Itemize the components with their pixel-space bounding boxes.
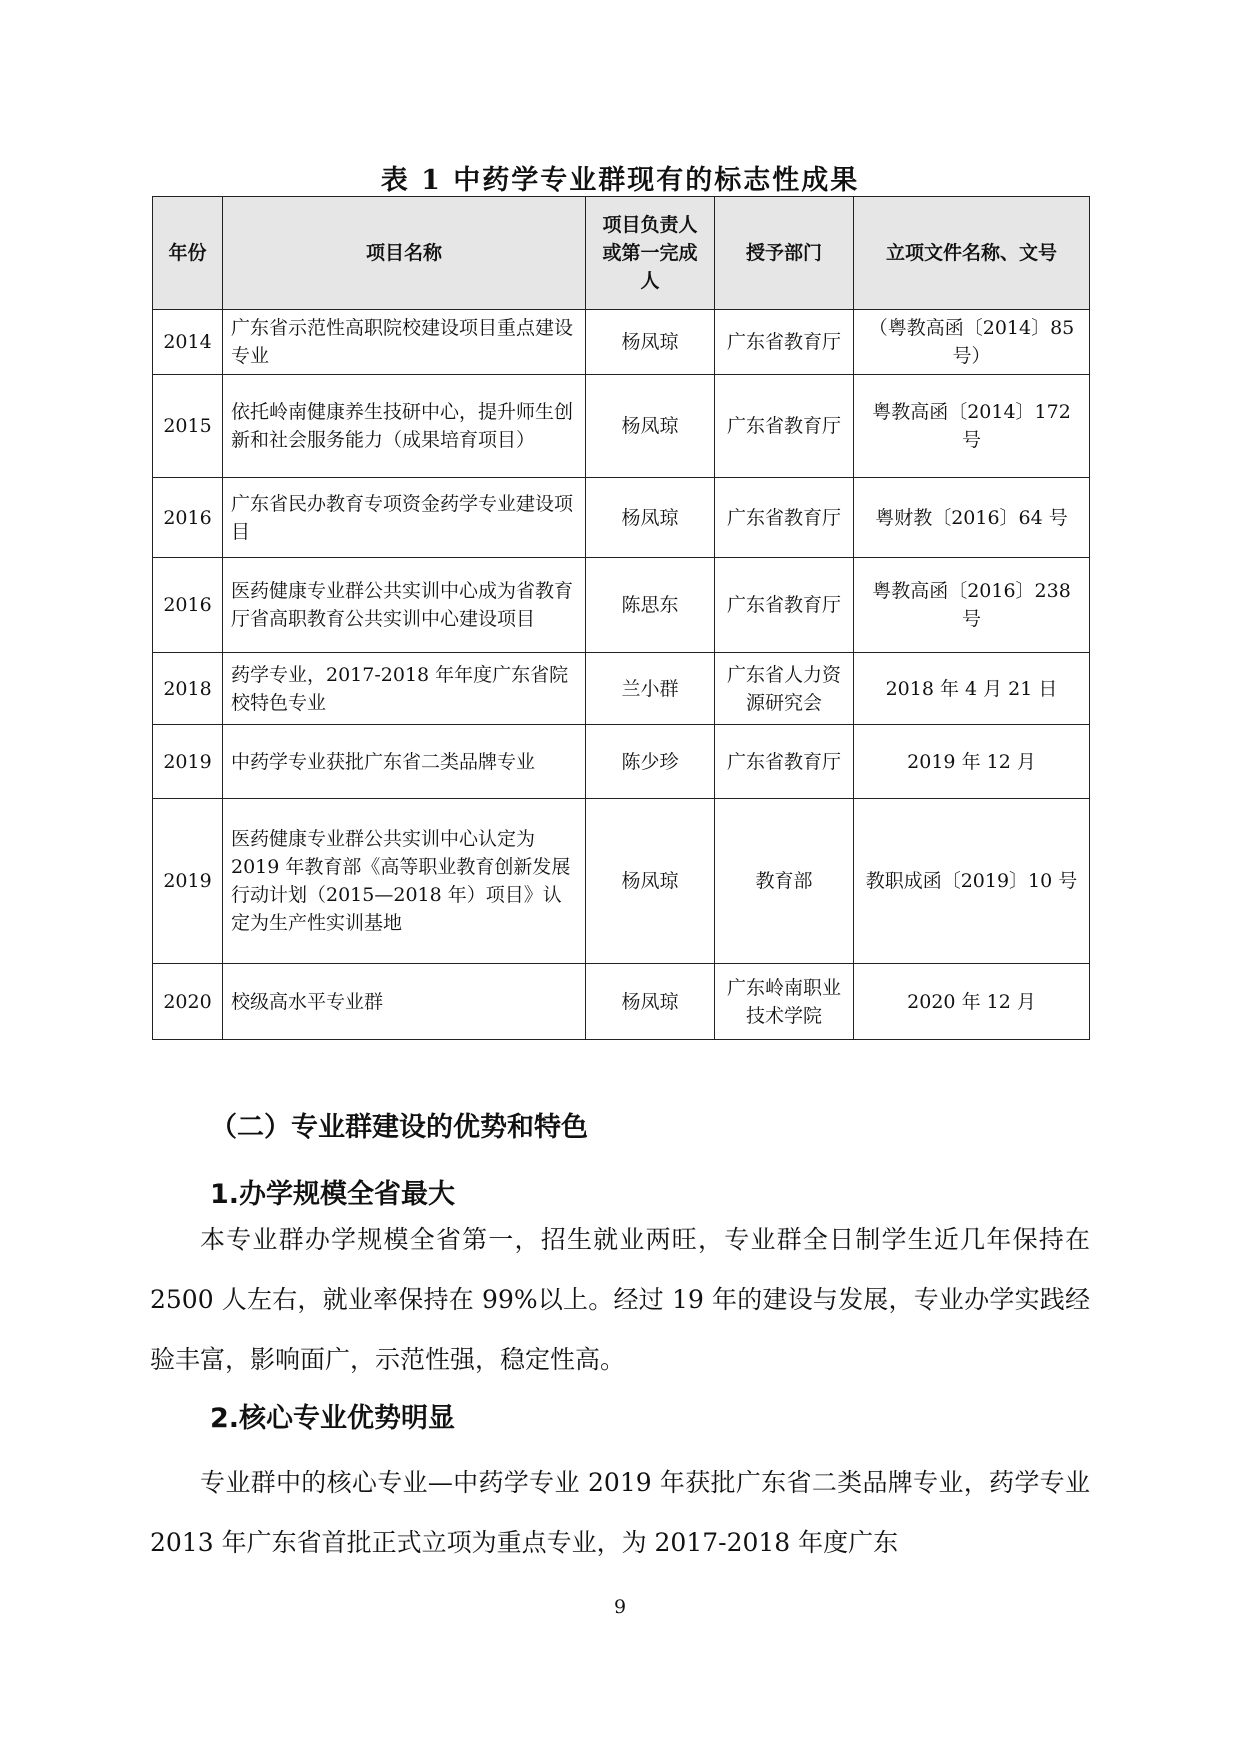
table-row xyxy=(153,799,1090,964)
header-department: 授予部门 xyxy=(715,197,854,310)
section-heading: （二）专业群建设的优势和特色 xyxy=(210,1112,588,1143)
cell-leader: 杨凤琼 xyxy=(586,375,715,478)
cell-project-name: 广东省民办教育专项资金药学专业建设项目 xyxy=(223,478,586,558)
achievements-table xyxy=(152,196,1090,1040)
header-document: 立项文件名称、文号 xyxy=(854,197,1090,310)
paragraph-2: 专业群中的核心专业—中药学专业 2019 年获批广东省二类品牌专业，药学专业 2013 年广东省首批正式立项为重点专业，为 2017-2018 年度广东 xyxy=(150,1468,1090,1557)
cell-leader: 杨凤琼 xyxy=(586,964,715,1040)
cell-document: （粤教高函〔2014〕85号） xyxy=(854,310,1090,375)
cell-project-name: 中药学专业获批广东省二类品牌专业 xyxy=(223,725,586,799)
cell-year: 2016 xyxy=(153,478,223,558)
cell-document: 2020 年 12 月 xyxy=(854,964,1090,1040)
cell-leader: 杨凤琼 xyxy=(586,799,715,964)
cell-year: 2015 xyxy=(153,375,223,478)
cell-project-name: 医药健康专业群公共实训中心认定为 2019 年教育部《高等职业教育创新发展行动计划（2015—2018 年）项目》认定为生产性实训基地 xyxy=(223,799,586,964)
cell-department: 广东省教育厅 xyxy=(715,558,854,653)
cell-year: 2016 xyxy=(153,558,223,653)
cell-document: 教职成函〔2019〕10 号 xyxy=(854,799,1090,964)
cell-year: 2019 xyxy=(153,725,223,799)
table-row xyxy=(153,653,1090,725)
subsection-heading-1: 1.办学规模全省最大 xyxy=(210,1179,456,1210)
cell-year: 2019 xyxy=(153,799,223,964)
header-leader: 项目负责人或第一完成人 xyxy=(586,197,715,310)
cell-year: 2020 xyxy=(153,964,223,1040)
cell-department: 广东省教育厅 xyxy=(715,310,854,375)
cell-document: 2018 年 4 月 21 日 xyxy=(854,653,1090,725)
cell-year: 2018 xyxy=(153,653,223,725)
page-number: 9 xyxy=(613,1596,627,1618)
cell-project-name: 药学专业，2017-2018 年年度广东省院校特色专业 xyxy=(223,653,586,725)
cell-department: 广东省教育厅 xyxy=(715,375,854,478)
cell-document: 粤教高函〔2014〕172 号 xyxy=(854,375,1090,478)
cell-leader: 陈少珍 xyxy=(586,725,715,799)
cell-document: 粤教高函〔2016〕238 号 xyxy=(854,558,1090,653)
cell-leader: 兰小群 xyxy=(586,653,715,725)
cell-department: 教育部 xyxy=(715,799,854,964)
table-row xyxy=(153,725,1090,799)
table-row xyxy=(153,310,1090,375)
cell-leader: 杨凤琼 xyxy=(586,478,715,558)
cell-document: 2019 年 12 月 xyxy=(854,725,1090,799)
subsection-heading-2: 2.核心专业优势明显 xyxy=(210,1403,456,1434)
cell-document: 粤财教〔2016〕64 号 xyxy=(854,478,1090,558)
cell-department: 广东岭南职业技术学院 xyxy=(715,964,854,1040)
cell-leader: 杨凤琼 xyxy=(586,310,715,375)
table-title: 表 1 中药学专业群现有的标志性成果 xyxy=(380,165,860,196)
table-row xyxy=(153,375,1090,478)
header-project-name: 项目名称 xyxy=(223,197,586,310)
cell-project-name: 医药健康专业群公共实训中心成为省教育厅省高职教育公共实训中心建设项目 xyxy=(223,558,586,653)
cell-leader: 陈思东 xyxy=(586,558,715,653)
cell-department: 广东省教育厅 xyxy=(715,478,854,558)
cell-project-name: 广东省示范性高职院校建设项目重点建设专业 xyxy=(223,310,586,375)
table-row xyxy=(153,558,1090,653)
cell-project-name: 依托岭南健康养生技研中心，提升师生创新和社会服务能力（成果培育项目） xyxy=(223,375,586,478)
table-row xyxy=(153,478,1090,558)
table-header-row xyxy=(153,197,1090,310)
cell-department: 广东省教育厅 xyxy=(715,725,854,799)
cell-department: 广东省人力资源研究会 xyxy=(715,653,854,725)
paragraph-1: 本专业群办学规模全省第一，招生就业两旺，专业群全日制学生近几年保持在 2500 人左右，就业率保持在 99%以上。经过 19 年的建设与发展，专业办学实践经验丰富，影响面广，示范性强，稳定性高。 xyxy=(150,1225,1090,1374)
header-year: 年份 xyxy=(153,197,223,310)
table-row xyxy=(153,964,1090,1040)
cell-project-name: 校级高水平专业群 xyxy=(223,964,586,1040)
cell-year: 2014 xyxy=(153,310,223,375)
